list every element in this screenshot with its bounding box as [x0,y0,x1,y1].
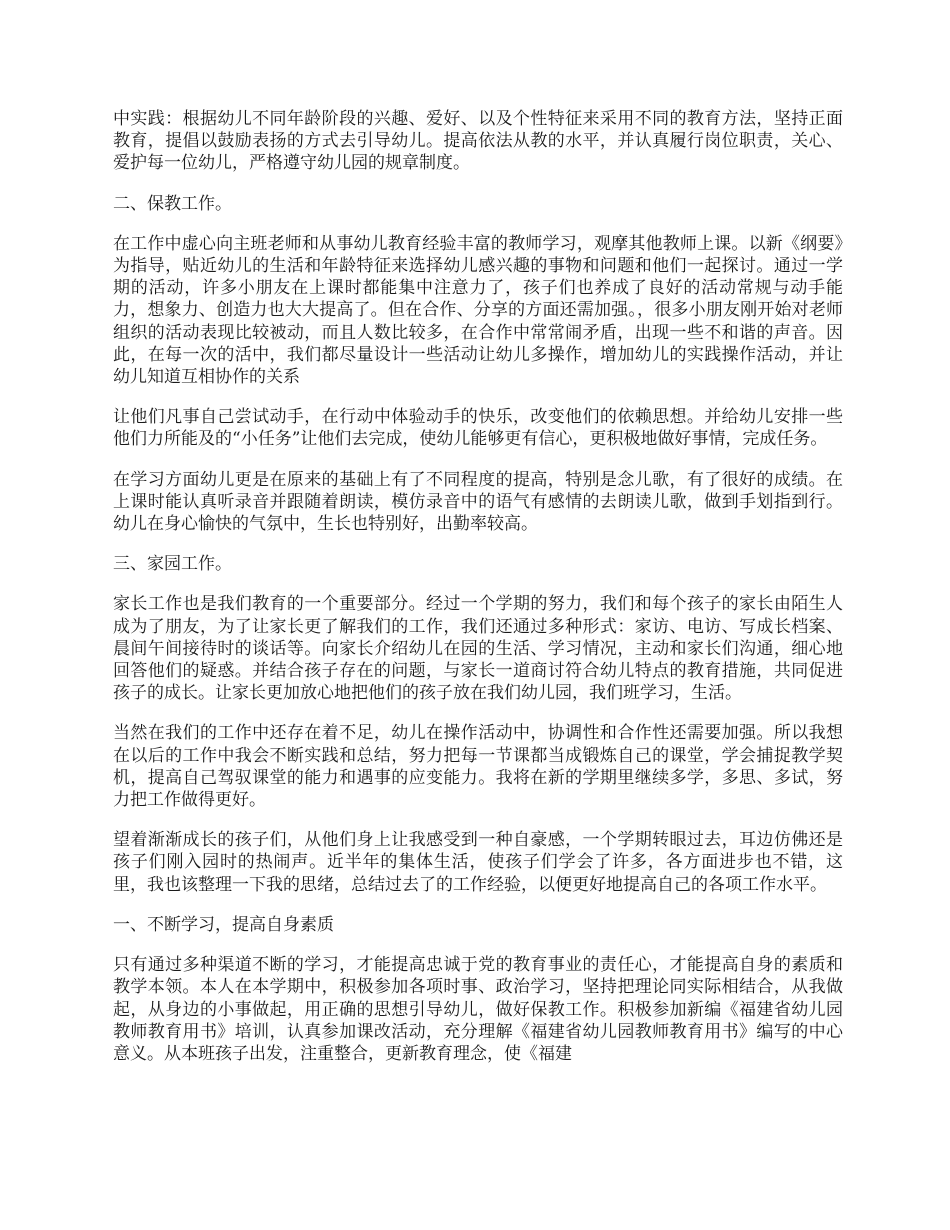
paragraph: 让他们凡事自己尝试动手，在行动中体验动手的快乐，改变他们的依赖思想。并给幼儿安排一些他们力所能及的“小任务”让他们去完成，使幼儿能够更有信心，更积极地做好事情，完成任务。 [113,407,843,450]
document-body [113,108,843,1083]
section-heading: 三、家园工作。 [113,554,232,575]
paragraph: 在工作中虚心向主班老师和从事幼儿教育经验丰富的教师学习，观摩其他教师上课。以新《纲要》为指导，贴近幼儿的生活和年龄特征来选择幼儿感兴趣的事物和问题和他们一起探讨。通过一学期的活动，许多小朋友在上课时都能集中注意力了，孩子们也养成了良好的活动常规与动手能力，想象力、创造力也大大提高了。但在合作、分享的方面还需加强。，很多小朋友刚开始对老师组织的活动表现比较被动，而且人数比较多，在合作中常常闹矛盾，出现一些不和谐的声音。因此，在每一次的活中，我们都尽量设计一些活动让幼儿多操作，增加幼儿的实践操作活动，并让幼儿知道互相协作的关系 [113,233,843,388]
paragraph: 中实践：根据幼儿不同年龄阶段的兴趣、爱好、以及个性特征来采用不同的教育方法，坚持正面教育，提倡以鼓励表扬的方式去引导幼儿。提高依法从教的水平，并认真履行岗位职责，关心、爱护每一位幼儿，严格遵守幼儿园的规章制度。 [113,109,843,174]
section-heading: 二、保教工作。 [113,193,232,214]
paragraph: 在学习方面幼儿更是在原来的基础上有了不同程度的提高，特别是念儿歌，有了很好的成绩。在上课时能认真听录音并跟随着朗读，模仿录音中的语气有感情的去朗读儿歌，做到手划指到行。幼儿在身心愉快的气氛中，生长也特别好，出勤率较高。 [113,469,843,535]
paragraph: 当然在我们的工作中还存在着不足，幼儿在操作活动中，协调性和合作性还需要加强。所以我想在以后的工作中我会不断实践和总结，努力把每一节课都当成锻炼自己的课堂，学会捕捉教学契机，提高自己驾驭课堂的能力和遇事的应变能力。我将在新的学期里继续多学，多思、多试，努力把工作做得更好。 [113,723,843,811]
section-heading: 一、不断学习，提高自身素质 [113,914,334,935]
paragraph: 家长工作也是我们教育的一个重要部分。经过一个学期的努力，我们和每个孩子的家长由陌生人成为了朋友，为了让家长更了解我们的工作，我们还通过多种形式：家访、电访、写成长档案、晨间午间接待时的谈话等。向家长介绍幼儿在园的生活、学习情况，主动和家长们沟通，细心地回答他们的疑惑。并结合孩子存在的问题，与家长一道商讨符合幼儿特点的教育措施，共同促进孩子的成长。让家长更加放心地把他们的孩子放在我们幼儿园，我们班学习，生活。 [113,594,843,704]
paragraph: 望着渐渐成长的孩子们，从他们身上让我感受到一种自豪感，一个学期转眼过去，耳边仿佛还是孩子们刚入园时的热闹声。近半年的集体生活，使孩子们学会了许多，各方面进步也不错，这里，我也该整理一下我的思绪，总结过去了的工作经验，以便更好地提高自己的各项工作水平。 [113,830,843,895]
paragraph: 只有通过多种渠道不断的学习，才能提高忠诚于党的教育事业的责任心，才能提高自身的素质和教学本领。本人在本学期中，积极参加各项时事、政治学习，坚持把理论同实际相结合，从我做起，从身边的小事做起，用正确的思想引导幼儿，做好保教工作。积极参加新编《福建省幼儿园教师教育用书》培训，认真参加课改活动，充分理解《福建省幼儿园教师教育用书》编写的中心意义。从本班孩子出发，注重整合，更新教育理念，使《福建 [113,955,843,1064]
